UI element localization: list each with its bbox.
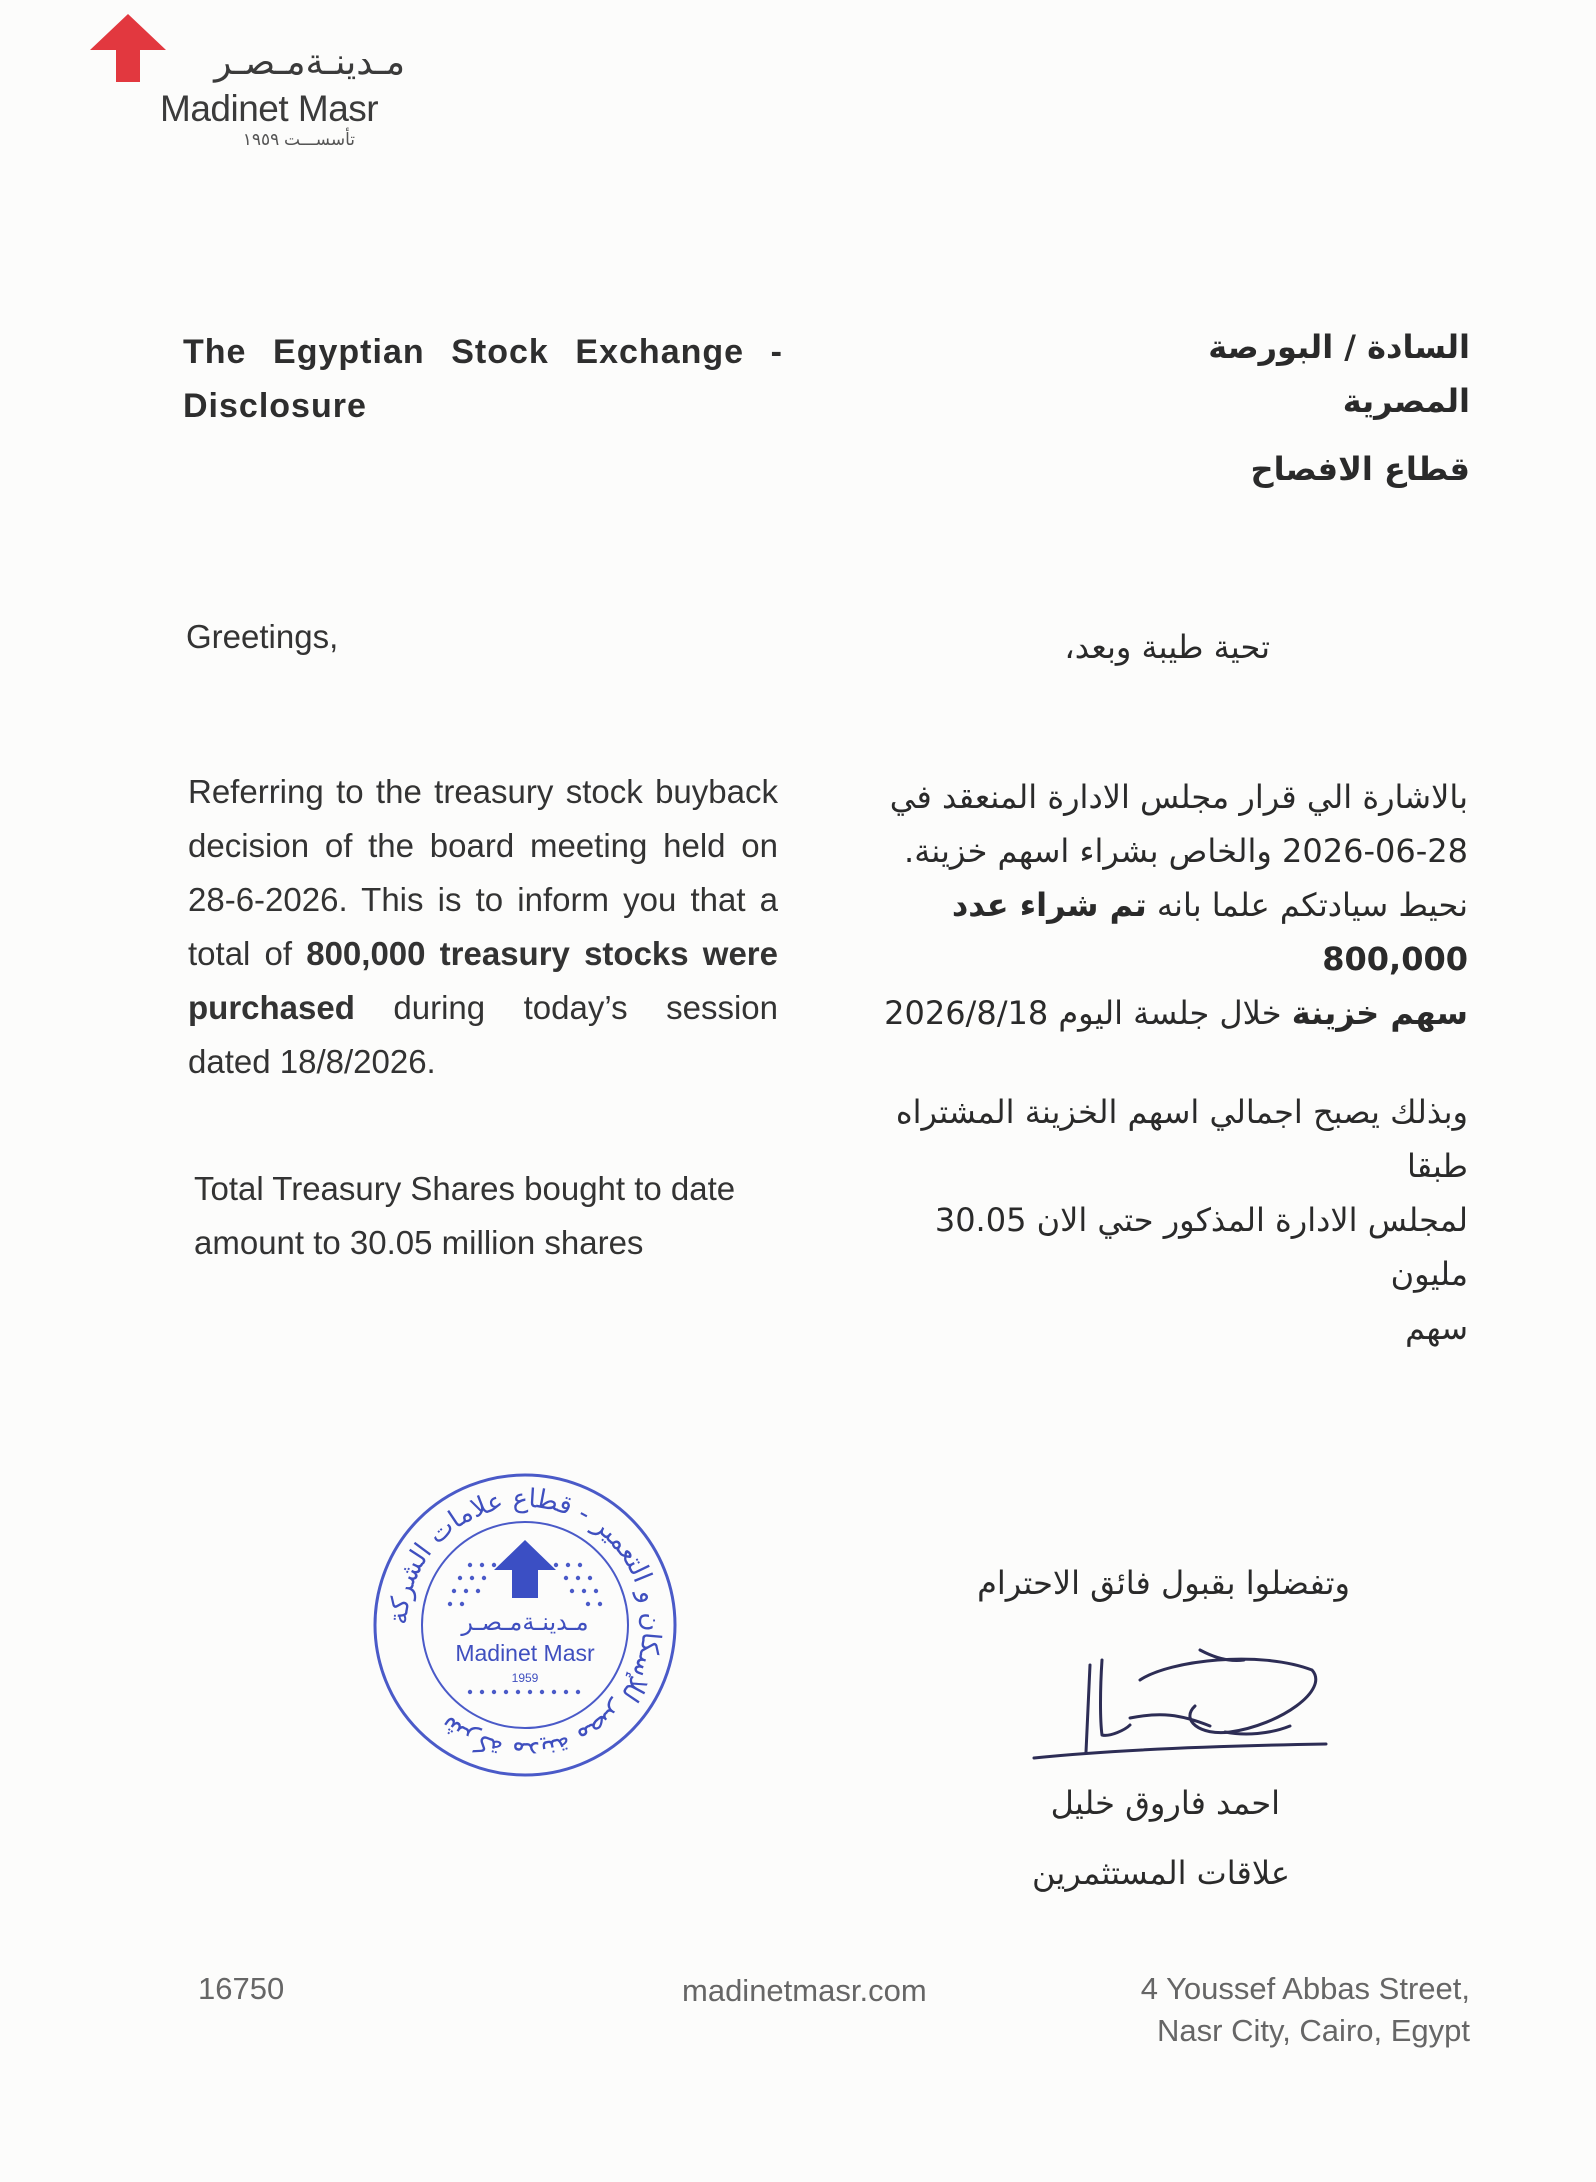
total-ar-line3: سهم [1405,1309,1468,1347]
footer-reference-number: 16750 [198,1971,285,2006]
logo-arabic-name: مـدينـةمـصـر [214,42,405,83]
greeting-english: Greetings, [186,618,339,655]
greeting-arabic: تحية طيبة وبعد، [1064,628,1270,666]
total-ar-line2: لمجلس الادارة المذكور حتي الان 30.05 مليون [934,1201,1468,1293]
footer-address-line2: Nasr City, Cairo, Egypt [1157,2013,1470,2048]
footer-address [1060,1968,1470,2052]
recipient-en-line1: The Egyptian Stock Exchange - [183,333,783,371]
recipient-ar-line1: السادة / البورصة المصرية [1208,328,1470,420]
logo-established: تأسســـت ١٩٥٩ [242,130,355,149]
total-arabic [870,1085,1468,1355]
stamp-ar-name: مـدينـةمـصـر [461,1608,589,1636]
logo-english-name: Madinet Masr [160,88,379,129]
body-ar-line1: بالاشارة الي قرار مجلس الادارة المنعقد في [889,778,1468,816]
handwritten-signature [1030,1640,1330,1770]
body-ar-line4-bold: سهم خزينة [1291,994,1468,1032]
signer-title: علاقات المستثمرين [1032,1854,1290,1892]
stamp-en-name: Madinet Masr [455,1640,595,1666]
body-en-bold: 800,000 treasury stocks were purchased [188,935,779,1026]
signer-name: احمد فاروق خليل [1050,1784,1280,1822]
logo-arrow-icon [88,12,168,84]
body-ar-line4 [870,986,1468,1040]
body-ar-line3-bold: تم شراء عدد 800,000 [951,886,1468,978]
body-ar-line2: 2026-06-28 والخاص بشراء اسهم خزينة. [904,832,1468,870]
body-arabic [870,770,1468,1040]
company-stamp-seal [370,1470,680,1780]
total-english: Total Treasury Shares bought to date amount to 30.05 million shares [194,1170,736,1261]
recipient-en-line2: Disclosure [183,387,367,425]
footer-address-line1: 4 Youssef Abbas Street, [1140,1971,1470,2006]
body-en-part1: Referring to the treasury stock buyback decision of the board meeting held on 28-6-2026. This is to inform you that a total of [188,773,778,972]
body-ar-line3 [870,878,1468,986]
stamp-ring-text: شركة مدينة مصر للإسكان و التعمير - قطاع علامات الشركة [383,1483,667,1767]
footer-website: madinetmasr.com [682,1973,927,2008]
body-ar-line4-plain: خلال جلسة اليوم 2026/8/18 [884,994,1292,1032]
body-en-part2: during today’s session dated 18/8/2026. [188,989,778,1080]
stamp-year: 1959 [511,1671,539,1685]
recipient-ar-line2: قطاع الافصاح [1250,450,1470,488]
total-ar-line1: وبذلك يصبح اجمالي اسهم الخزينة المشتراه طبقا [895,1093,1468,1185]
recipient-arabic [1080,320,1470,496]
recipient-english [183,325,783,433]
closing-arabic: وتفضلوا بقبول فائق الاحترام [977,1564,1350,1602]
body-english [188,765,778,1089]
body-ar-line3-plain: نحيط سيادتكم علما بانه [1146,886,1468,924]
